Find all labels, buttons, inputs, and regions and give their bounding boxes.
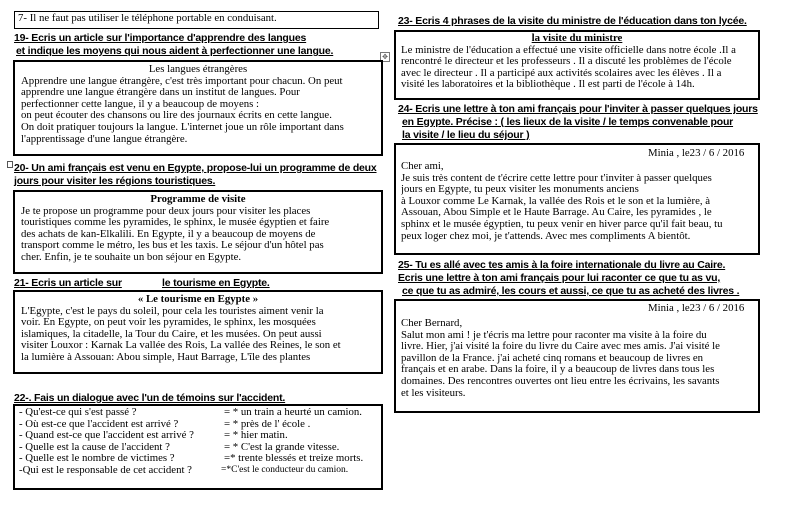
q25-line1: 25- Tu es allé avec tes amis à la foire internationale du livre au Caire. (398, 259, 726, 271)
box19-line: Apprendre une langue étrangère, c'est très important pour chacun. On peut (21, 75, 343, 87)
box24-line: Je suis très content de t'écrire cette lettre pour t'inviter à passer quelques (401, 172, 712, 184)
box21-line: voir. En Egypte, on peut voir les pyramides, le sphinx, les mosquées (21, 317, 316, 329)
box20-title: Programme de visite (150, 193, 246, 205)
dialog-answer: = * un train a heurté un camion. (224, 406, 363, 418)
box23-line: avec le directeur . Il a participé aux activités scolaires avec les élèves . Il a (401, 67, 722, 79)
box23-line: Le ministre de l'éducation a effectué une visite officielle dans notre école .Il a (401, 44, 736, 56)
dialog-answer: = * hier matin. (224, 429, 288, 442)
q25-line3: ce que tu as admiré, les cours et aussi, ce que tu as acheté des livres . (402, 285, 740, 297)
box20 (13, 190, 383, 274)
dialog-question: - Quelle est la cause de l'accident ? (19, 440, 170, 453)
box19-line: l'apprentissage d'une langue étrangère. (21, 133, 188, 145)
box24-greeting: Cher ami, (401, 161, 444, 172)
box19-line: On doit pratiquer toujours la langue. L'internet joue un rôle important dans (21, 121, 344, 133)
q21-label: 21- Ecris un article sur (14, 277, 122, 289)
box23-line: rencontré le directeur et les professeurs . Il a discuté les problèmes de l'école (401, 56, 732, 68)
box25-line: Salut mon ami ! je t'écris ma lettre pour raconter ma visite à la foire du (401, 329, 707, 341)
box24 (394, 143, 760, 255)
dialog-question: - Qu'est-ce qui s'est passé ? (19, 406, 137, 418)
box20-line: transport comme le métro, les bus et les taxis. Le séjour d'un hôtel pas (21, 240, 324, 252)
dialog-question: - Quand est-ce que l'accident est arrivé ? (19, 429, 194, 442)
box20-line: des achats de kan-Elkalili. En Egypte, il y a beaucoup de moyens de (21, 228, 316, 240)
item7-text: 7- Il ne faut pas utiliser le téléphone portable en conduisant. (18, 12, 277, 24)
box25-date: Minia , le23 / 6 / 2016 (648, 303, 745, 314)
box25-line: livre. Hier, j'ai visité la foire du livre du Caire avec mes amis. J'ai visité le (401, 341, 720, 353)
q22-title: 22-. Fais un dialogue avec l'un de témoins sur l'accident. (14, 392, 286, 404)
dialog-answer: =* trente blessés et treize morts. (224, 452, 364, 465)
q21-rest: le tourisme en Egypte. (162, 277, 270, 289)
box20-line: touristiques comme les pyramides, le sphinx, le musée égyptien et faire (21, 217, 330, 229)
box21-line: L'Egypte, c'est le pays du soleil, pour cela les touristes aiment venir la (21, 305, 324, 317)
dialog-row (19, 407, 377, 419)
box22 (13, 404, 383, 490)
box21 (13, 290, 383, 374)
dialog-row (19, 465, 377, 477)
box24-date: Minia , le23 / 6 / 2016 (648, 148, 745, 159)
dialog-question: -Qui est le responsable de cet accident ? (19, 463, 192, 476)
box20-line: Je te propose un programme pour deux jours pour visiter les places (21, 205, 311, 217)
paragraph-marker (7, 161, 13, 168)
q24-line2: en Egypte. Précise : ( les lieux de la visite / le temps convenable pour (402, 116, 734, 128)
q24-line3: la visite / le lieu du séjour ) (402, 129, 530, 141)
q19-line1: 19- Ecris un article sur l'importance d'apprendre des langues (14, 32, 307, 44)
box19-title: Les langues étrangères (148, 63, 248, 75)
box25-line: et les visiteurs. (401, 387, 466, 399)
dialog-question: - Où est-ce que l'accident est arrivé ? (19, 417, 179, 430)
q19-line2: et indique les moyens qui nous aident à perfectionner une langue. (16, 45, 334, 57)
item7-box (14, 11, 379, 29)
box21-title: « Le tourisme en Egypte » (137, 293, 259, 305)
box25-line: français et en arabe. Dans la foire, il y a beaucoup de livres dans tous les (401, 364, 715, 376)
box21-line: visiter Louxor : Karnak La vallée des Rois, La vallée des Reines, le son et (21, 340, 341, 352)
box25-greeting: Cher Bernard, (401, 318, 463, 329)
q20-line2: jours pour visiter les régions touristiques. (14, 175, 216, 187)
q23-title: 23- Ecris 4 phrases de la visite du ministre de l'éducation dans ton lycée. (398, 15, 747, 27)
move-handle-icon[interactable]: ✥ (380, 52, 390, 62)
q24-line1: 24- Ecris une lettre à ton ami français pour l'inviter à passer quelques jours (398, 103, 758, 115)
box23-title: la visite du ministre (531, 32, 623, 44)
box19-line: on peut écouter des chansons ou lire des journaux écrits en cette langue. (21, 110, 332, 122)
box25-line: domaines. Des rencontres ouvertes ont lieu entre les écrivains, les savants (401, 375, 720, 387)
dialog-answer: =*C'est le conducteur du camion. (221, 464, 349, 475)
dialog-answer: = * C'est la grande vitesse. (224, 440, 340, 453)
box19 (13, 60, 383, 156)
q20-line1: 20- Un ami français est venu en Egypte, propose-lui un programme de deux (14, 162, 377, 174)
box19-line: apprendre une langue étrangère dans un institut de langues. Pour (21, 87, 300, 99)
box24-line: jours en Egypte, tu peux visiter les monuments anciens (401, 184, 639, 196)
box19-line: perfectionner cette langue, il y a beaucoup de moyens : (21, 98, 260, 110)
box24-line: sphinx et le musée égyptien, tu peux venir en hiver parce qu'il fait beau, tu (401, 218, 723, 230)
q25-line2: Ecris une lettre à ton ami français pour lui raconter ce que tu as vu, (398, 272, 721, 284)
box23-line: visité les laboratoires et la bibliothèque . Il est parti de l'école à 14h. (401, 79, 695, 91)
box21-line: la lumière à Assouan: Abou simple, Haut Barrage, L'île des plantes (21, 351, 311, 363)
box25-line: pavillon de la France. j'ai acheté cinq romans et beaucoup de livres en (401, 352, 704, 364)
box23 (394, 30, 760, 100)
box24-line: Assouan, Abou Simple et le Haute Barrage. Au Caire, les pyramides , le (401, 207, 712, 219)
dialog-question: - Quelle est le nombre de victimes ? (19, 452, 175, 465)
box24-line: à Louxor comme Le Karnak, la vallée des Rois et le son et la lumière, à (401, 195, 711, 207)
dialog-answer: = * près de l' école . (224, 417, 311, 430)
box25 (394, 299, 760, 413)
box20-line: cher. Enfin, je te souhaite un bon séjour en Egypte. (21, 251, 242, 263)
box24-line: peux loger chez moi, je t'attends. Avec mes compliments A bientôt. (401, 230, 691, 242)
box21-line: islamiques, la citadelle, la Tour du Caire, et les musées. On peut aussi (21, 328, 322, 340)
